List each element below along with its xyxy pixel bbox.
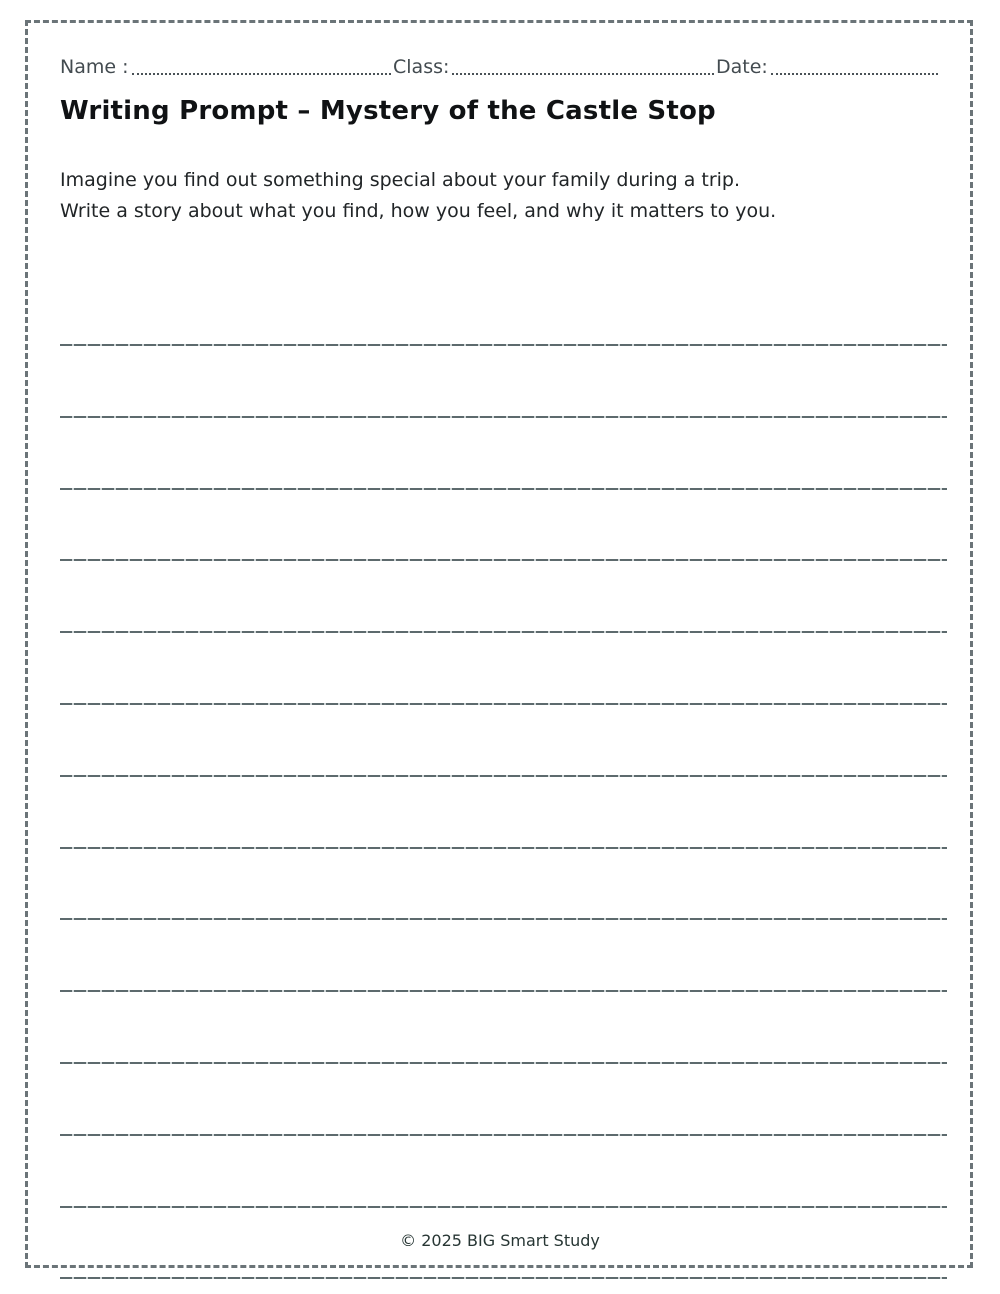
writing-line bbox=[60, 1206, 947, 1208]
class-label: Class: bbox=[393, 56, 450, 78]
writing-line bbox=[60, 775, 947, 777]
writing-line bbox=[60, 1277, 947, 1279]
writing-line bbox=[60, 990, 947, 992]
prompt-line-1: Imagine you find out something special about your family during a trip. bbox=[60, 169, 741, 191]
writing-line bbox=[60, 631, 947, 633]
writing-line bbox=[60, 344, 947, 346]
writing-line bbox=[60, 918, 947, 920]
writing-line bbox=[60, 703, 947, 705]
writing-line bbox=[60, 1062, 947, 1064]
writing-line bbox=[60, 847, 947, 849]
writing-line bbox=[60, 559, 947, 561]
page-title: Writing Prompt – Mystery of the Castle Stop bbox=[60, 96, 716, 126]
writing-line bbox=[60, 1134, 947, 1136]
writing-line bbox=[60, 488, 947, 490]
writing-line bbox=[60, 416, 947, 418]
copyright-footer: © 2025 BIG Smart Study bbox=[400, 1231, 600, 1250]
prompt-line-2: Write a story about what you find, how you feel, and why it matters to you. bbox=[60, 200, 777, 222]
date-label: Date: bbox=[716, 56, 768, 78]
name-label: Name : bbox=[60, 56, 129, 78]
